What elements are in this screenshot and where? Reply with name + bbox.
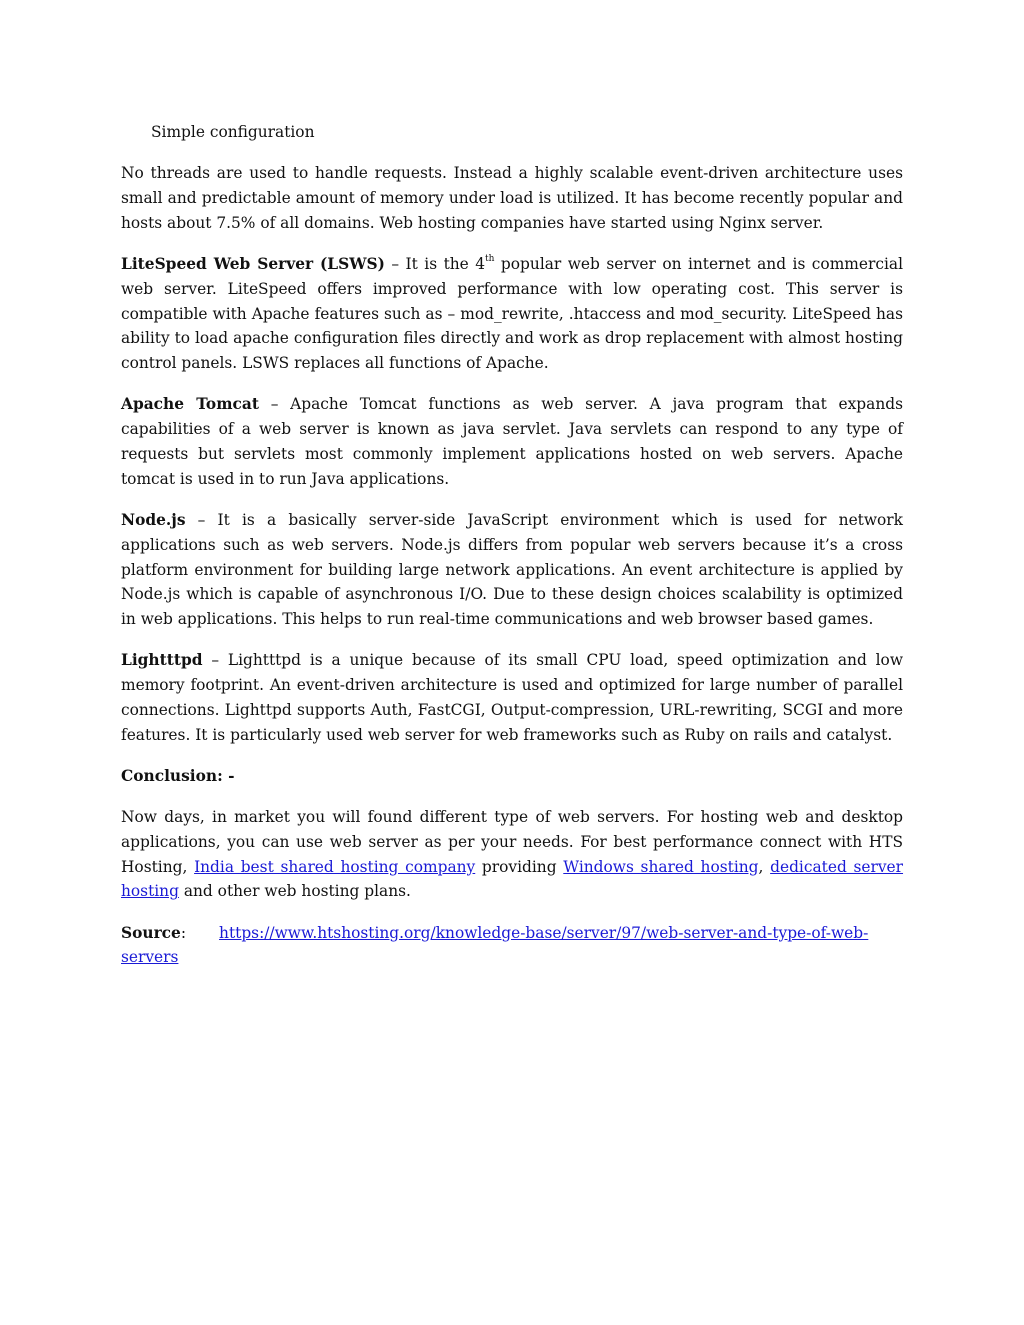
lighttpd-text: – Lightttpd is a unique because of its small CPU load, speed optimization and low memory footprint. An event-driven architecture is used and optimized for large number of parallel connections. Lighttpd supports Auth, FastCGI, Output-compression, URL-rewriting, SCGI and more features. It is particularly used web server for web frameworks such as Ruby on rails and catalyst. <box>121 651 903 744</box>
conclusion-text-2: providing <box>475 857 564 876</box>
conclusion-heading-paragraph <box>121 764 903 789</box>
nginx-paragraph: No threads are used to handle requests. Instead a highly scalable event-driven architecture uses small and predictable amount of memory under load is utilized. It has become recently popular and hosts about 7.5% of all domains. Web hosting companies have started using Nginx server. <box>121 164 903 232</box>
conclusion-heading: Conclusion: - <box>121 766 235 785</box>
source-url-link[interactable]: https://www.htshosting.org/knowledge-base/server/97/web-server-and-type-of-web-servers <box>121 923 869 967</box>
conclusion-text-1: Now days, in market you will found different type of web servers. For hosting web and desktop applications, you can use web server as per your needs. For best performance connect with HTS Hosting, <box>121 808 903 876</box>
source-colon: : <box>180 923 187 942</box>
list-item-simple-configuration: Simple configuration <box>151 123 315 141</box>
lighttpd-paragraph <box>121 648 903 747</box>
litespeed-superscript: th <box>485 253 495 264</box>
source-paragraph <box>121 921 903 971</box>
nodejs-text: – It is a basically server-side JavaScript environment which is used for network applications such as web servers. Node.js differs from popular web servers because it’s a cross platform environment for building large network applications. An event architecture is applied by Node.js which is capable of asynchronous I/O. Due to these design choices scalability is optimized in web applications. This helps to run real-time communications and web browser based games. <box>121 510 903 629</box>
litespeed-term: LiteSpeed Web Server (LSWS) <box>121 254 385 273</box>
tomcat-text: – Apache Tomcat functions as web server. A java program that expands capabilities of a web server is known as java servlet. Java servlets can respond to any type of requests but servlets most commonly implement applications hosted on web servers. Apache tomcat is used in to run Java applications. <box>121 395 903 488</box>
india-shared-hosting-link[interactable]: India best shared hosting company <box>194 857 476 876</box>
litespeed-text-b: popular web server on internet and is commercial web server. LiteSpeed offers improved performance with low operating cost. This server is compatible with Apache features such as – mod_rewrite, .htaccess and mod_security. LiteSpeed has ability to load apache configuration files directly and work as drop replacement with almost hosting control panels. LSWS replaces all functions of Apache. <box>121 254 903 373</box>
source-label: Source <box>121 923 181 942</box>
litespeed-text-a: – It is the 4 <box>384 254 486 273</box>
nodejs-paragraph <box>121 508 903 632</box>
conclusion-text-4: and other web hosting plans. <box>178 882 411 901</box>
conclusion-text-3: , <box>758 857 771 876</box>
dedicated-server-hosting-link[interactable]: dedicated server hosting <box>121 857 904 901</box>
document-body <box>121 120 903 987</box>
litespeed-paragraph <box>121 252 903 376</box>
conclusion-paragraph <box>121 805 903 904</box>
nodejs-term: Node.js <box>121 510 186 529</box>
tomcat-term: Apache Tomcat <box>121 395 259 414</box>
tomcat-paragraph <box>121 392 903 491</box>
windows-shared-hosting-link[interactable]: Windows shared hosting <box>563 857 759 876</box>
lighttpd-term: Lightttpd <box>121 651 203 670</box>
